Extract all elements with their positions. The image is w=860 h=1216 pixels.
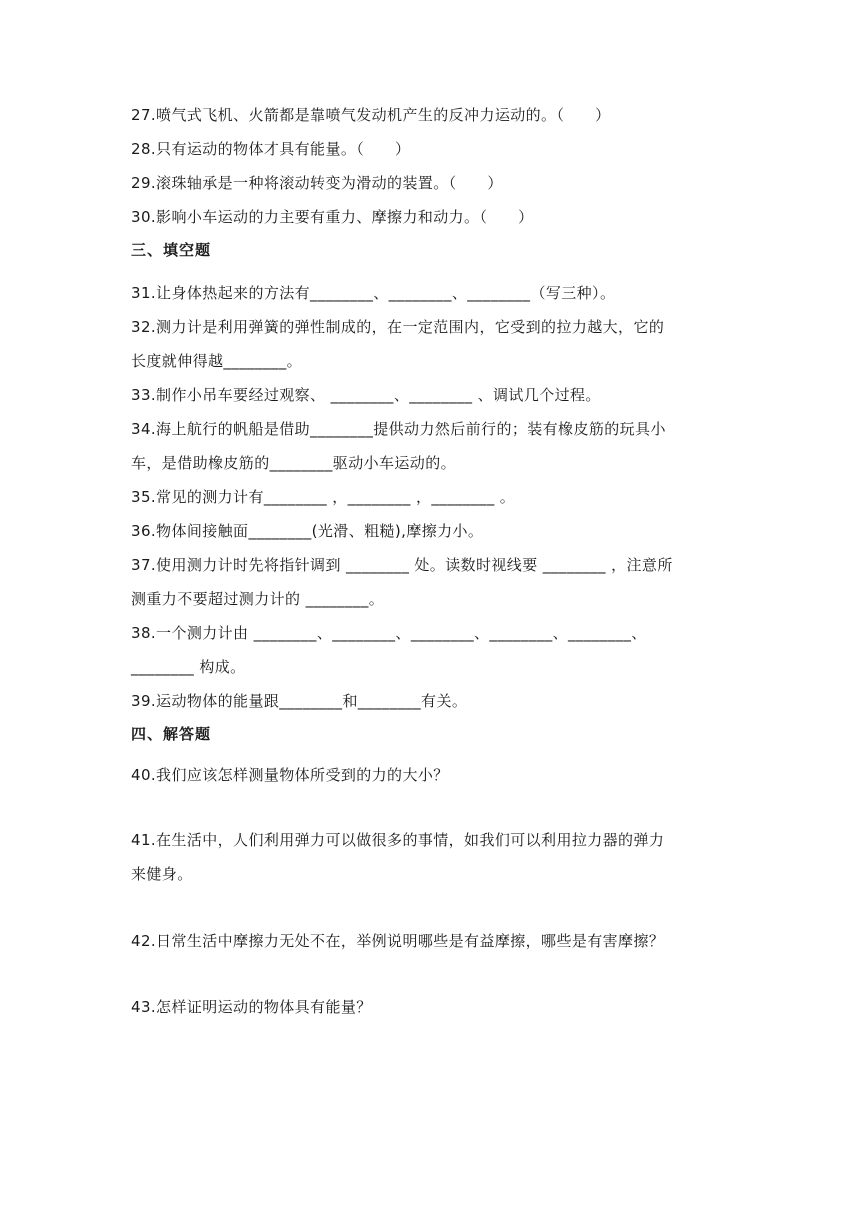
question-31: 31.让身体热起来的方法有________、________、________（写三种）。 — [131, 284, 616, 302]
question-36: 36.物体间接触面________(光滑、粗糙),摩擦力小。 — [131, 522, 484, 540]
section-heading-answer: 四、解答题 — [131, 725, 212, 743]
question-34-line-1: 34.海上航行的帆船是借助________提供动力然后前行的；装有橡皮筋的玩具小 — [131, 420, 666, 438]
question-39: 39.运动物体的能量跟________和________有关。 — [131, 692, 468, 710]
question-42: 42.日常生活中摩擦力无处不在，举例说明哪些是有益摩擦，哪些是有害摩擦？ — [131, 932, 665, 950]
question-37-line-1: 37.使用测力计时先将指针调到 ________ 处。读数时视线要 ________ ，注意所 — [131, 556, 673, 574]
question-37-line-2: 测重力不要超过测力计的 ________。 — [131, 590, 385, 608]
question-28: 28.只有运动的物体才具有能量。（ ） — [131, 140, 411, 158]
question-38-line-2: ________ 构成。 — [131, 658, 246, 676]
question-35: 35.常见的测力计有________ ，________ ，________ 。 — [131, 488, 516, 506]
question-33: 33.制作小吊车要经过观察、 ________、________ 、调试几个过程。 — [131, 386, 601, 404]
question-40: 40.我们应该怎样测量物体所受到的力的大小？ — [131, 766, 449, 784]
question-30: 30.影响小车运动的力主要有重力、摩擦力和动力。（ ） — [131, 208, 534, 226]
question-41-line-1: 41.在生活中，人们利用弹力可以做很多的事情，如我们可以利用拉力器的弹力 — [131, 831, 665, 849]
question-29: 29.滚珠轴承是一种将滚动转变为滑动的装置。（ ） — [131, 174, 503, 192]
question-43: 43.怎样证明运动的物体具有能量？ — [131, 998, 372, 1016]
question-38-line-1: 38.一个测力计由 ________、________、________、________、________、 — [131, 624, 647, 642]
question-34-line-2: 车，是借助橡皮筋的________驱动小车运动的。 — [131, 454, 457, 472]
question-41-line-2: 来健身。 — [131, 865, 193, 883]
question-32-line-2: 长度就伸得越________。 — [131, 352, 303, 370]
question-27: 27.喷气式飞机、火箭都是靠喷气发动机产生的反冲力运动的。（ ） — [131, 106, 611, 124]
section-heading-fill-in: 三、填空题 — [131, 241, 212, 259]
question-32-line-1: 32.测力计是利用弹簧的弹性制成的，在一定范围内，它受到的拉力越大，它的 — [131, 318, 665, 336]
